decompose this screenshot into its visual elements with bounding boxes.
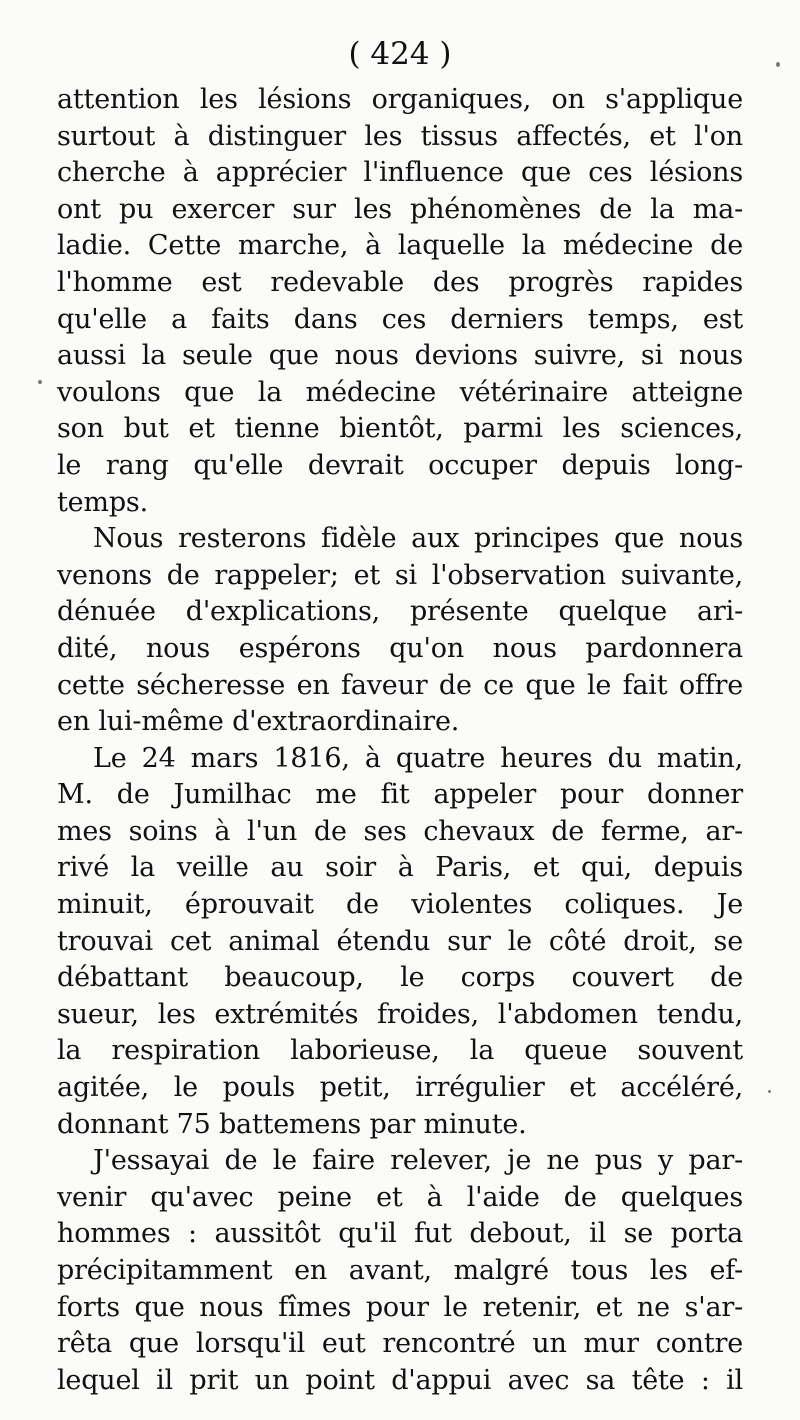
text-line: trouvai cet animal étendu sur le côté droit, se (57, 925, 743, 957)
text-line: donnant 75 battemens par minute. (57, 1108, 527, 1140)
text-line: le rang qu'elle devrait occuper depuis long- (57, 449, 743, 481)
text-line: dité, nous espérons qu'on nous pardonnera (57, 632, 743, 664)
body-text (57, 82, 743, 1399)
text-line: son but et tienne bientôt, parmi les sciences, (57, 413, 743, 445)
text-line: l'homme est redevable des progrès rapides (57, 266, 743, 298)
text-line: Le 24 mars 1816, à quatre heures du matin, (93, 742, 743, 774)
text-line: lequel il prit un point d'appui avec sa tête : il (57, 1364, 743, 1396)
text-line: hommes : aussitôt qu'il fut debout, il se porta (57, 1218, 743, 1250)
text-line: venir qu'avec peine et à l'aide de quelques (57, 1181, 743, 1213)
text-line: aussi la seule que nous devions suivre, si nous (57, 340, 743, 372)
text-line: rêta que lorsqu'il eut rencontré un mur contre (57, 1328, 743, 1360)
text-line: voulons que la médecine vétérinaire atteigne (57, 376, 743, 408)
text-line: qu'elle a faits dans ces derniers temps, est (57, 303, 743, 335)
text-line: agitée, le pouls petit, irrégulier et accéléré, (57, 1072, 743, 1104)
text-line: surtout à distinguer les tissus affectés, et l'on (57, 120, 743, 152)
text-line: précipitamment en avant, malgré tous les ef- (57, 1255, 743, 1286)
text-line: en lui-même d'extraordinaire. (57, 706, 460, 738)
text-line: sueur, les extrémités froides, l'abdomen tendu, (57, 998, 743, 1030)
text-line: ont pu exercer sur les phénomènes de la ma- (57, 193, 743, 225)
text-line: minuit, éprouvait de violentes coliques. Je (57, 889, 743, 921)
text-line: J'essayai de le faire relever, je ne pus y par- (93, 1145, 743, 1177)
text-line: Nous resterons fidèle aux principes que nous (93, 523, 743, 555)
page-number: ( 424 ) (348, 36, 452, 72)
text-line: cherche à apprécier l'influence que ces lésions (57, 157, 743, 189)
text-line: temps. (57, 486, 148, 518)
text-line: ladie. Cette marche, à laquelle la médecine de (57, 230, 743, 262)
print-speck (768, 1090, 771, 1093)
text-line: débattant beaucoup, le corps couvert de (57, 962, 743, 994)
text-line: mes soins à l'un de ses chevaux de ferme, ar- (57, 815, 743, 847)
text-line: rivé la veille au soir à Paris, et qui, depuis (57, 852, 743, 884)
text-line: cette sécheresse en faveur de ce que le fait offre (57, 669, 743, 701)
print-speck (38, 380, 42, 384)
text-line: la respiration laborieuse, la queue souvent (57, 1035, 743, 1067)
print-speck (776, 62, 780, 67)
text-line: dénuée d'explications, présente quelque ari- (57, 596, 743, 628)
text-line: attention les lésions organiques, on s'applique (57, 84, 743, 115)
text-line: venons de rappeler; et si l'observation suivante, (57, 559, 743, 591)
text-line: forts que nous fîmes pour le retenir, et ne s'ar- (57, 1291, 743, 1323)
text-line: M. de Jumilhac me fit appeler pour donner (57, 779, 743, 811)
